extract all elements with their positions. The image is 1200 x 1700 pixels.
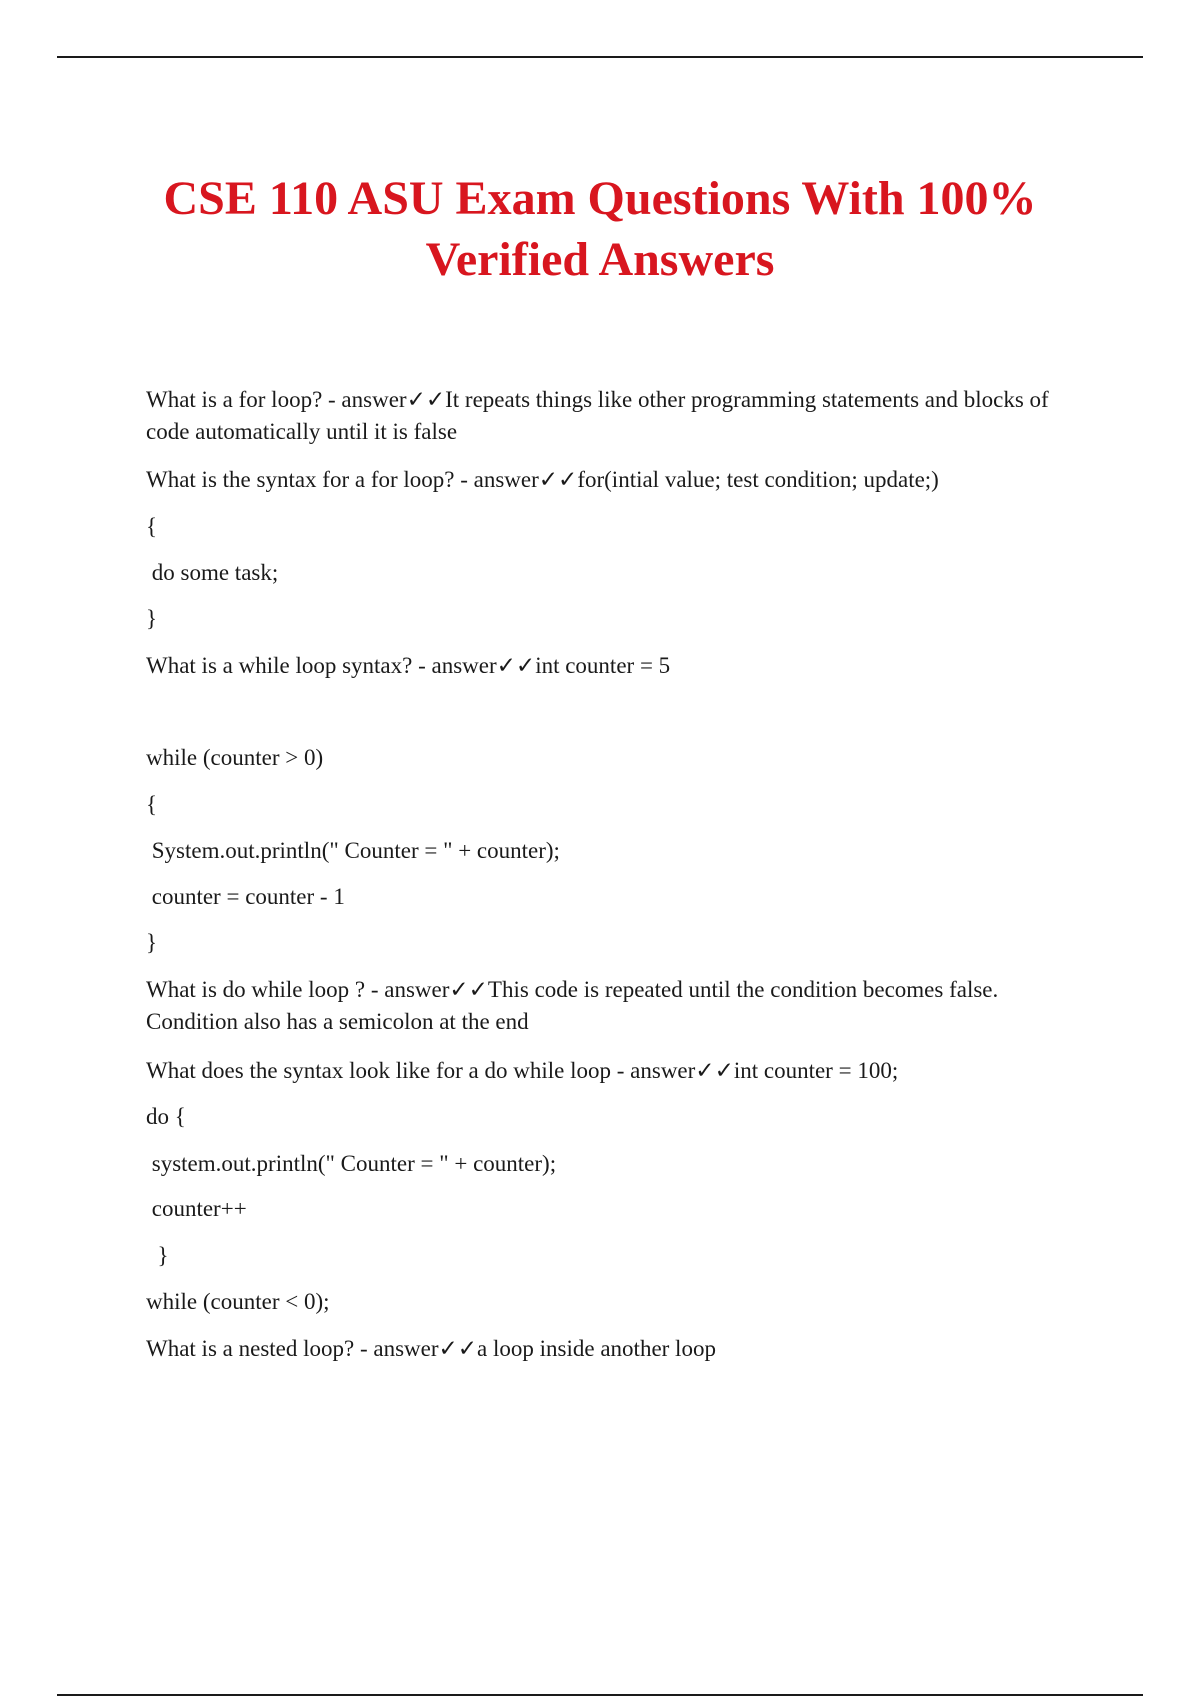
title-line-2: Verified Answers bbox=[425, 233, 775, 286]
qa-entry-for-loop: What is a for loop? - answer✓✓It repeats things like other programming statements and blocks of code automatically until it is false bbox=[146, 387, 1049, 444]
footer-rule bbox=[57, 1694, 1143, 1696]
qa-entry-for-syntax: What is the syntax for a for loop? - answer✓✓for(intial value; test condition; update;) bbox=[146, 467, 939, 492]
code-line: } bbox=[146, 606, 158, 631]
header-rule bbox=[57, 56, 1143, 58]
code-line: { bbox=[146, 514, 158, 539]
code-line: while (counter > 0) bbox=[146, 745, 324, 770]
code-line: while (counter < 0); bbox=[146, 1289, 330, 1314]
code-line: counter = counter - 1 bbox=[146, 884, 345, 909]
qa-entry-do-while-syntax: What does the syntax look like for a do while loop - answer✓✓int counter = 100; bbox=[146, 1058, 899, 1083]
code-line: do some task; bbox=[146, 560, 279, 585]
qa-entry-nested-loop: What is a nested loop? - answer✓✓a loop inside another loop bbox=[146, 1336, 716, 1361]
title-line-1: CSE 110 ASU Exam Questions With 100% bbox=[163, 172, 1037, 225]
code-line: system.out.println(" Counter = " + counter); bbox=[146, 1151, 557, 1176]
qa-entry-while-syntax: What is a while loop syntax? - answer✓✓int counter = 5 bbox=[146, 653, 671, 678]
code-line: counter++ bbox=[146, 1196, 247, 1221]
code-line: do { bbox=[146, 1104, 186, 1129]
code-line: { bbox=[146, 792, 158, 817]
code-line: } bbox=[146, 930, 158, 955]
document-title bbox=[100, 168, 1100, 290]
code-line: } bbox=[146, 1243, 169, 1268]
qa-entry-do-while: What is do while loop ? - answer✓✓This code is repeated until the condition becomes false. Condition also has a semicolon at the end bbox=[146, 977, 999, 1034]
code-line: System.out.println(" Counter = " + counter); bbox=[146, 838, 560, 863]
